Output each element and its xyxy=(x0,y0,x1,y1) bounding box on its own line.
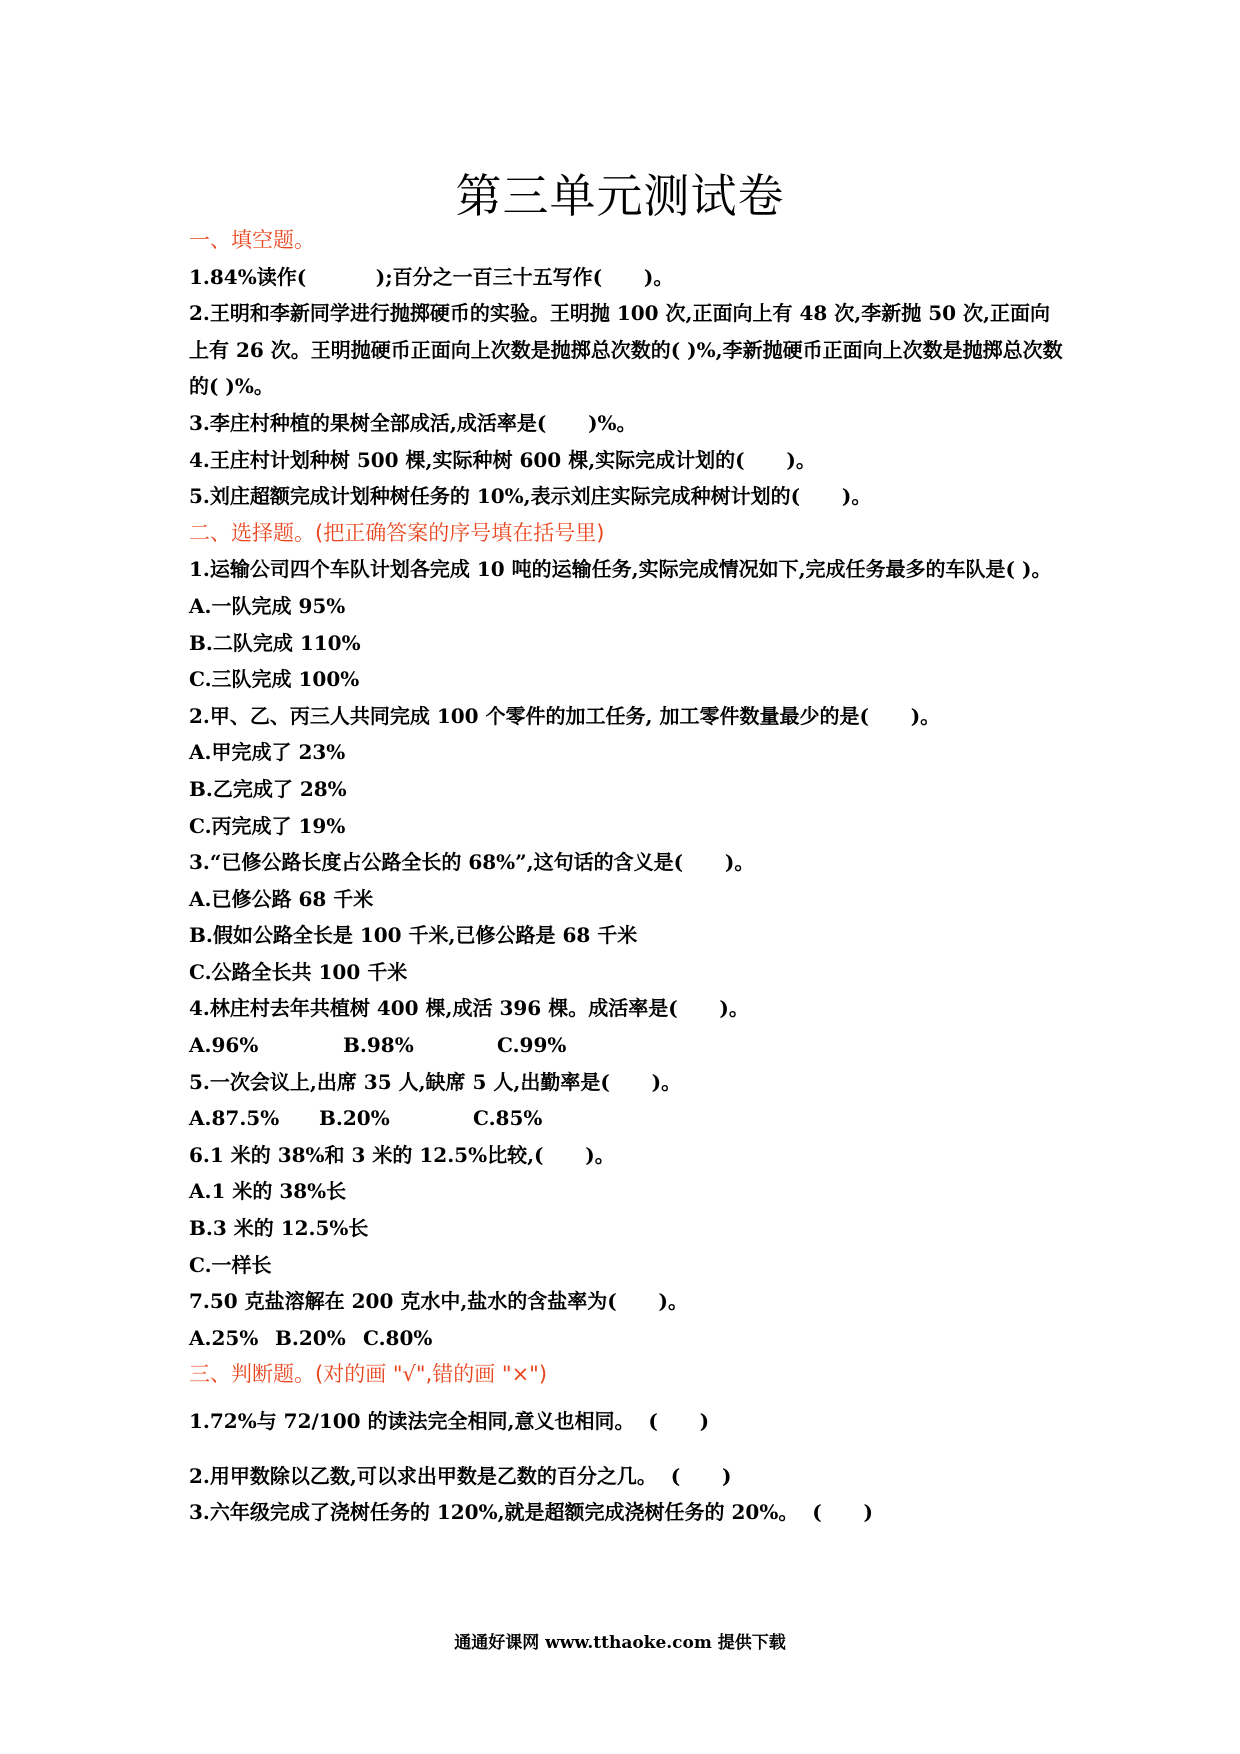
choice-question-6: 6.1 米的 38%和 3 米的 12.5%比较,( )。 xyxy=(189,1142,615,1167)
choice-question-5: 5.一次会议上,出席 35 人,缺席 5 人,出勤率是( )。 xyxy=(189,1069,682,1094)
section-heading-true-false: 三、判断题。(对的画 "√",错的画 "×") xyxy=(189,1362,548,1387)
choice-option: A.96% xyxy=(189,1033,259,1058)
choice-option: B.乙完成了 28% xyxy=(189,776,347,801)
choice-question-4: 4.林庄村去年共植树 400 棵,成活 396 棵。成活率是( )。 xyxy=(189,996,749,1021)
choice-question-2: 2.甲、乙、丙三人共同完成 100 个零件的加工任务, 加工零件数量最少的是( )。 xyxy=(189,703,941,728)
choice-option: C.公路全长共 100 千米 xyxy=(189,959,408,984)
choice-option: C.丙完成了 19% xyxy=(189,813,346,838)
choice-option: A.已修公路 68 千米 xyxy=(189,886,374,911)
choice-option: C.80% xyxy=(363,1325,433,1350)
choice-options-row xyxy=(189,1027,1069,1064)
section-heading-choice: 二、选择题。(把正确答案的序号填在括号里) xyxy=(189,520,605,545)
choice-option: C.99% xyxy=(497,1033,567,1058)
choice-option: B.假如公路全长是 100 千米,已修公路是 68 千米 xyxy=(189,923,638,948)
choice-option: C.三队完成 100% xyxy=(189,667,360,692)
choice-option: A.甲完成了 23% xyxy=(189,740,346,765)
fill-question-3: 3.李庄村种植的果树全部成活,成活率是( )%。 xyxy=(189,410,637,435)
choice-question-7: 7.50 克盐溶解在 200 克水中,盐水的含盐率为( )。 xyxy=(189,1289,689,1314)
choice-option: B.98% xyxy=(343,1033,414,1058)
choice-option: C.85% xyxy=(473,1106,543,1131)
fill-question-2: 2.王明和李新同学进行抛掷硬币的实验。王明抛 100 次,正面向上有 48 次,李新抛 50 次,正面向上有 26 次。王明抛硬币正面向上次数是抛掷总次数的( )%,李新抛硬币正面向上次数是抛掷总次数的( )%。 xyxy=(189,301,1063,399)
choice-option: B.20% xyxy=(275,1325,346,1350)
choice-option: A.87.5% xyxy=(189,1106,280,1131)
judge-question-1: 1.72%与 72/100 的读法完全相同,意义也相同。 ( ) xyxy=(189,1409,710,1433)
choice-option: B.20% xyxy=(319,1106,390,1131)
choice-option: A.一队完成 95% xyxy=(189,593,346,618)
choice-option: A.25% xyxy=(189,1325,259,1350)
choice-option: A.1 米的 38%长 xyxy=(189,1179,347,1204)
choice-options-row xyxy=(189,1320,1069,1357)
fill-question-5: 5.刘庄超额完成计划种树任务的 10%,表示刘庄实际完成种树计划的( )。 xyxy=(189,484,872,509)
choice-options-row xyxy=(189,1100,1069,1137)
fill-question-1: 1.84%读作( );百分之一百三十五写作( )。 xyxy=(189,264,674,289)
choice-option: B.二队完成 110% xyxy=(189,630,361,655)
question-content xyxy=(189,222,1069,1531)
footer-download-note: 通通好课网 www.tthaoke.com 提供下载 xyxy=(454,1633,786,1653)
judge-question-3: 3.六年级完成了浇树任务的 120%,就是超额完成浇树任务的 20%。 ( ) xyxy=(189,1500,873,1525)
choice-option: C.一样长 xyxy=(189,1252,272,1277)
page-title: 第三单元测试卷 xyxy=(455,169,785,223)
choice-question-3: 3.“已修公路长度占公路全长的 68%”,这句话的含义是( )。 xyxy=(189,850,755,875)
fill-question-4: 4.王庄村计划种树 500 棵,实际种树 600 棵,实际完成计划的( )。 xyxy=(189,447,816,472)
choice-question-1: 1.运输公司四个车队计划各完成 10 吨的运输任务,实际完成情况如下,完成任务最多的车队是( )。 xyxy=(189,557,1052,582)
judge-question-2: 2.用甲数除以乙数,可以求出甲数是乙数的百分之几。 ( ) xyxy=(189,1463,732,1488)
section-heading-fill-blank: 一、填空题。 xyxy=(189,228,315,252)
choice-option: B.3 米的 12.5%长 xyxy=(189,1216,369,1241)
